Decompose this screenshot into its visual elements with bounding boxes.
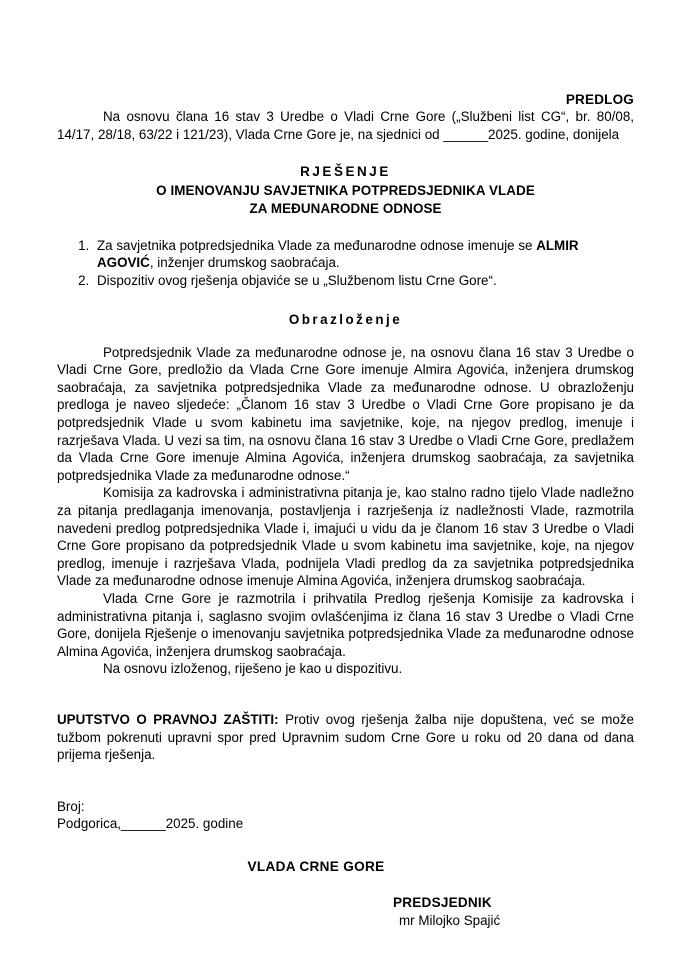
obrazlozenje-paragraph-3: Vlada Crne Gore je razmotrila i prihvatila Predlog rješenja Komisije za kadrovska i administrativna pitanja i, saglasno svojim ovlašćenjima iz člana 16 stav 3 Uredbe o Vladi Crne Gore, donijela Rješenje o imenovanju savjetnika potpredsjednika Vlade za međunarodne odnose Almina Agovića, inženjera drumskog saobraćaja. <box>57 590 634 659</box>
legal-notice-label: UPUTSTVO O PRAVNOJ ZAŠTITI: <box>57 711 279 727</box>
signatory-name: mr Milojko Spajić <box>399 912 501 928</box>
obrazlozenje-paragraph-2: Komisija za kadrovska i administrativna pitanja je, kao stalno radno tijelo Vlade nadležno za pitanja predlaganja imenovanja, postavljenja i razrješenja iz nadležnosti Vlade, razmotrila navedeni predlog potpredsjednika Vlade i, imajući u vidu da je članom 16 stav 3 Uredbe o Vladi Crne Gore propisano da potpredsjednik Vlade u svom kabinetu ima savjetnike, koje, na njegov predlog, imenuje i razrješava Vlada, podnijela Vladi predlog da za savjetnika potpredsjednika Vlade za međunarodne odnose imenuje Almina Agovića, inženjera drumskog saobraćaja. <box>57 485 634 589</box>
obrazlozenje-paragraph-1: Potpredsjednik Vlade za međunarodne odnose je, na osnovu člana 16 stav 3 Uredbe o Vladi Crne Gore, predložio da Vlada Crne Gore imenuje Almira Agovića, inženjera drumskog saobraćaja, za savjetnika potpredsjednika Vlade za međunarodne odnose. U obrazloženju predloga je naveo sljedeće: „Članom 16 stav 3 Uredbe o Vladi Crne Gore propisano je da potpredsjednik Vlade u svom kabinetu ima savjetnike, koje, na njegov predlog, imenuje i razrješava Vlada. U vezi sa tim, na osnovu člana 16 stav 3 Uredbe o Vladi Crne Gore, predlažem da Vlada Crne Gore imenuje Almina Agovića, inženjera drumskog saobraćaja, za savjetnika potpredsjednika Vlade za međunarodne odnose.“ <box>57 344 634 483</box>
signature-block <box>57 894 634 929</box>
list-item <box>93 237 634 272</box>
intro-paragraph: Na osnovu člana 16 stav 3 Uredbe o Vladi Crne Gore („Službeni list CG“, br. 80/08, 14/17, 28/18, 63/22 i 121/23), Vlada Crne Gore je, na sjednici od ______2025. godine, donijela <box>57 109 634 142</box>
dispositiv-list <box>57 237 634 290</box>
issuing-authority: VLADA CRNE GORE <box>247 858 385 874</box>
list-item-text-after: , inženjer drumskog saobraćaja. <box>149 255 340 271</box>
obrazlozenje-body <box>57 344 634 678</box>
legal-notice <box>57 711 634 764</box>
title-line-rjesenje: RJEŠENJE <box>300 164 391 180</box>
obrazlozenje-paragraph-4: Na osnovu izloženog, riješeno je kao u dispozitivu. <box>103 661 403 677</box>
legal-notice-paragraph <box>57 711 634 764</box>
legal-notice-text: Protiv ovog rješenja žalba nije dopuštena, već se može tužbom pokrenuti upravni spor pred Upravnim sudom Crne Gore u roku od 20 dana od dana prijema rješenja. <box>57 711 634 763</box>
document-content <box>57 0 634 929</box>
title-line-scope: ZA MEĐUNARODNE ODNOSE <box>249 201 442 217</box>
place-and-date: Podgorica,______2025. godine <box>57 816 244 832</box>
list-item <box>93 272 634 290</box>
list-item-bold-name: ALMIR AGOVIĆ <box>97 237 579 271</box>
list-item-text-before: Za savjetnika potpredsjednika Vlade za međunarodne odnose imenuje se <box>97 237 537 253</box>
list-item-text-before: Dispozitiv ovog rješenja objaviće se u „Službenom listu Crne Gore“. <box>97 273 497 289</box>
broj-label: Broj: <box>57 798 85 814</box>
signatory-title: PREDSJEDNIK <box>393 894 492 910</box>
document-title <box>57 163 634 219</box>
footer-reference-block <box>57 798 634 833</box>
header-label-predlog: PREDLOG <box>565 92 634 107</box>
obrazlozenje-heading: Obrazloženje <box>288 311 403 327</box>
title-line-subject: O IMENOVANJU SAVJETNIKA POTPREDSJEDNIKA VLADE <box>156 182 535 198</box>
